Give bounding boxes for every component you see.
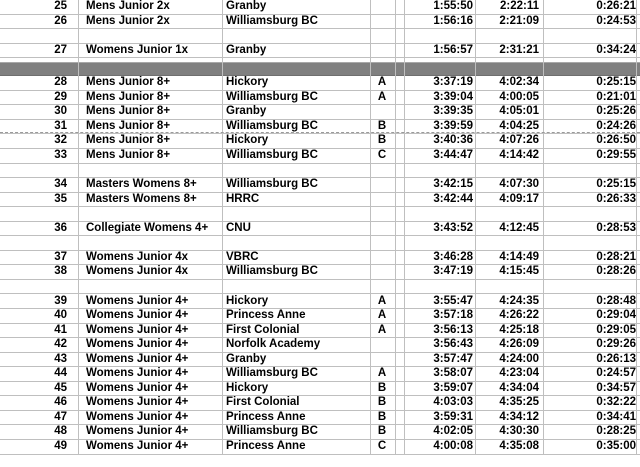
cell-start: 1:56:16 xyxy=(433,14,473,27)
cell-club: Hickory xyxy=(226,294,269,307)
cell-event: Womens Junior 4+ xyxy=(86,381,189,394)
cell-finish: 4:14:49 xyxy=(499,250,539,263)
cell-num: 42 xyxy=(54,338,67,351)
cell-event: Womens Junior 4x xyxy=(86,250,189,263)
grid-column-line xyxy=(395,0,396,455)
cell-elapsed: 0:29:04 xyxy=(596,309,636,321)
cell-finish: 2:31:21 xyxy=(499,43,539,56)
cell-num: 29 xyxy=(54,90,67,103)
cell-start: 4:03:03 xyxy=(433,396,473,409)
cell-start: 3:40:36 xyxy=(433,134,473,147)
table-row xyxy=(0,178,640,193)
table-row xyxy=(0,15,640,30)
cell-crew: A xyxy=(377,76,387,89)
cell-finish: 4:00:05 xyxy=(499,90,539,103)
cell-finish: 4:15:45 xyxy=(499,265,539,278)
cell-finish: 4:23:04 xyxy=(499,367,539,380)
cell-num: 47 xyxy=(54,410,67,423)
cell-crew: B xyxy=(377,119,387,132)
cell-num: 37 xyxy=(54,250,67,263)
cell-crew xyxy=(372,265,392,278)
cell-event: Mens Junior 8+ xyxy=(86,149,171,161)
table-row xyxy=(0,222,640,237)
cell-elapsed: 0:25:26 xyxy=(596,105,636,118)
table-row xyxy=(0,411,640,426)
cell-num: 43 xyxy=(54,352,67,365)
blank-row xyxy=(0,236,640,251)
table-row xyxy=(0,309,640,324)
section-separator xyxy=(0,58,640,76)
cell-finish: 4:24:35 xyxy=(499,294,539,307)
cell-start: 3:59:31 xyxy=(433,410,473,423)
cell-num: 36 xyxy=(54,221,67,234)
cell-event: Womens Junior 4+ xyxy=(86,425,189,438)
cell-start: 3:56:43 xyxy=(433,338,473,351)
cell-elapsed: 0:34:57 xyxy=(596,381,636,394)
table-row xyxy=(0,193,640,208)
cell-num: 34 xyxy=(54,178,67,191)
cell-elapsed: 0:34:41 xyxy=(596,410,636,423)
cell-crew: B xyxy=(377,425,387,438)
cell-finish: 4:34:04 xyxy=(499,381,539,394)
cell-club: Hickory xyxy=(226,134,269,147)
cell-elapsed: 0:21:01 xyxy=(596,90,636,103)
cell-event: Womens Junior 4+ xyxy=(86,338,189,351)
table-row xyxy=(0,265,640,280)
cell-num: 30 xyxy=(54,105,67,118)
cell-event: Womens Junior 4+ xyxy=(86,352,189,365)
cell-finish: 4:07:30 xyxy=(499,178,539,191)
table-row xyxy=(0,134,640,149)
cell-crew: B xyxy=(377,396,387,409)
cell-event: Womens Junior 4+ xyxy=(86,410,189,423)
cell-crew: B xyxy=(377,410,387,423)
table-row xyxy=(0,338,640,353)
cell-num: 41 xyxy=(54,323,67,336)
blank-row xyxy=(0,164,640,179)
cell-finish: 4:26:22 xyxy=(499,309,539,321)
cell-crew xyxy=(372,338,392,351)
table-row xyxy=(0,396,640,411)
cell-crew: C xyxy=(377,149,387,161)
cell-crew: A xyxy=(377,90,387,103)
grid-column-line xyxy=(636,0,637,455)
cell-elapsed: 0:25:15 xyxy=(596,76,636,89)
cell-start: 3:42:44 xyxy=(433,192,473,205)
cell-start: 3:37:19 xyxy=(433,76,473,89)
cell-club: Granby xyxy=(226,105,267,118)
cell-start: 1:56:57 xyxy=(433,43,473,56)
table-row xyxy=(0,149,640,164)
table-row xyxy=(0,251,640,266)
grid-column-line xyxy=(543,0,544,455)
cell-elapsed: 0:24:26 xyxy=(596,119,636,132)
table-row xyxy=(0,367,640,382)
cell-club: Princess Anne xyxy=(226,309,306,321)
cell-club: Williamsburg BC xyxy=(226,90,318,103)
cell-elapsed: 0:28:53 xyxy=(596,221,636,234)
cell-num: 40 xyxy=(54,309,67,321)
cell-start: 3:59:07 xyxy=(433,381,473,394)
cell-num: 39 xyxy=(54,294,67,307)
cell-elapsed: 0:28:48 xyxy=(596,294,636,307)
cell-finish: 4:07:26 xyxy=(499,134,539,147)
cell-elapsed: 0:26:33 xyxy=(596,192,636,205)
cell-num: 32 xyxy=(54,134,67,147)
cell-start: 3:58:07 xyxy=(433,367,473,380)
cell-event: Womens Junior 4+ xyxy=(86,367,189,380)
cell-start: 1:55:50 xyxy=(433,0,473,12)
cell-club: Williamsburg BC xyxy=(226,149,318,161)
cell-elapsed: 0:24:53 xyxy=(596,14,636,27)
table-row xyxy=(0,295,640,310)
cell-crew xyxy=(372,353,392,366)
cell-num: 38 xyxy=(54,265,67,278)
table-row xyxy=(0,353,640,368)
cell-finish: 4:09:17 xyxy=(499,192,539,205)
cell-start: 3:46:28 xyxy=(433,250,473,263)
cell-event: Womens Junior 1x xyxy=(86,43,189,56)
cell-finish: 2:21:09 xyxy=(499,14,539,27)
cell-crew: C xyxy=(377,440,387,452)
cell-start: 3:44:47 xyxy=(433,149,473,161)
cell-event: Mens Junior 8+ xyxy=(86,105,171,118)
cell-finish: 4:26:09 xyxy=(499,338,539,351)
grid-column-line xyxy=(370,0,371,455)
cell-elapsed: 0:24:57 xyxy=(596,367,636,380)
cell-num: 31 xyxy=(54,119,67,132)
cell-crew: A xyxy=(377,323,387,336)
cell-num: 26 xyxy=(54,14,67,27)
table-row xyxy=(0,425,640,440)
cell-event: Mens Junior 2x xyxy=(86,14,170,27)
cell-event: Masters Womens 8+ xyxy=(86,192,197,205)
cell-club: Williamsburg BC xyxy=(226,265,318,278)
cell-club: HRRC xyxy=(226,192,260,205)
cell-num: 35 xyxy=(54,192,67,205)
separator-top-band xyxy=(0,58,640,63)
grid-column-line xyxy=(404,0,405,455)
cell-event: Masters Womens 8+ xyxy=(86,178,197,191)
cell-elapsed: 0:29:26 xyxy=(596,338,636,351)
cell-event: Mens Junior 8+ xyxy=(86,90,171,103)
cell-finish: 4:25:18 xyxy=(499,323,539,336)
cell-club: VBRC xyxy=(226,250,259,263)
cell-event: Womens Junior 4x xyxy=(86,265,189,278)
cell-club: Granby xyxy=(226,352,267,365)
cell-elapsed: 0:32:22 xyxy=(596,396,636,409)
cell-club: Hickory xyxy=(226,76,269,89)
page-break-line xyxy=(0,132,640,133)
cell-num: 46 xyxy=(54,396,67,409)
cell-elapsed: 0:29:55 xyxy=(596,149,636,161)
cell-event: Mens Junior 2x xyxy=(86,0,170,12)
cell-crew xyxy=(372,0,392,13)
cell-start: 3:42:15 xyxy=(433,178,473,191)
cell-start: 3:39:59 xyxy=(433,119,473,132)
cell-num: 49 xyxy=(54,440,67,452)
cell-crew xyxy=(372,222,392,235)
cell-crew xyxy=(372,44,392,57)
cell-crew: B xyxy=(377,134,387,147)
cell-club: Williamsburg BC xyxy=(226,119,318,132)
cell-start: 3:43:52 xyxy=(433,221,473,234)
cell-elapsed: 0:28:21 xyxy=(596,250,636,263)
cell-elapsed: 0:28:26 xyxy=(596,265,636,278)
grid-column-line xyxy=(78,0,79,455)
cell-num: 45 xyxy=(54,381,67,394)
cell-finish: 4:04:25 xyxy=(499,119,539,132)
table-row xyxy=(0,44,640,59)
cell-club: Williamsburg BC xyxy=(226,425,318,438)
cell-event: Womens Junior 4+ xyxy=(86,309,189,321)
cell-start: 3:57:47 xyxy=(433,352,473,365)
cell-club: Norfolk Academy xyxy=(226,338,321,351)
table-row xyxy=(0,76,640,91)
cell-start: 3:47:19 xyxy=(433,265,473,278)
cell-crew xyxy=(372,15,392,28)
cell-elapsed: 0:28:25 xyxy=(596,425,636,438)
cell-crew: A xyxy=(377,367,387,380)
cell-num: 44 xyxy=(54,367,67,380)
table-row xyxy=(0,91,640,106)
cell-club: First Colonial xyxy=(226,396,300,409)
table-row xyxy=(0,105,640,120)
cell-finish: 4:02:34 xyxy=(499,76,539,89)
cell-start: 3:39:35 xyxy=(433,105,473,118)
cell-club: Princess Anne xyxy=(226,410,306,423)
cell-crew: A xyxy=(377,294,387,307)
cell-finish: 4:05:01 xyxy=(499,105,539,118)
cell-start: 3:39:04 xyxy=(433,90,473,103)
blank-row xyxy=(0,207,640,222)
cell-crew xyxy=(372,251,392,264)
cell-finish: 4:30:30 xyxy=(499,425,539,438)
cell-event: Collegiate Womens 4+ xyxy=(86,221,209,234)
cell-start: 3:56:13 xyxy=(433,323,473,336)
blank-row xyxy=(0,29,640,44)
cell-finish: 4:12:45 xyxy=(499,221,539,234)
cell-finish: 4:24:00 xyxy=(499,352,539,365)
cell-crew xyxy=(372,105,392,118)
cell-event: Mens Junior 8+ xyxy=(86,76,171,89)
grid-column-line xyxy=(475,0,476,455)
cell-event: Womens Junior 4+ xyxy=(86,294,189,307)
cell-club: Granby xyxy=(226,43,267,56)
cell-club: Williamsburg BC xyxy=(226,367,318,380)
cell-elapsed: 0:29:05 xyxy=(596,323,636,336)
cell-event: Womens Junior 4+ xyxy=(86,396,189,409)
cell-num: 28 xyxy=(54,76,67,89)
cell-finish: 4:34:12 xyxy=(499,410,539,423)
cell-club: Williamsburg BC xyxy=(226,178,318,191)
cell-elapsed: 0:26:13 xyxy=(596,352,636,365)
cell-event: Mens Junior 8+ xyxy=(86,134,171,147)
cell-crew xyxy=(372,178,392,191)
cell-start: 3:55:47 xyxy=(433,294,473,307)
blank-row xyxy=(0,280,640,295)
cell-elapsed: 0:25:15 xyxy=(596,178,636,191)
cell-finish: 4:14:42 xyxy=(499,149,539,161)
cell-club: Princess Anne xyxy=(226,440,306,452)
cell-start: 4:02:05 xyxy=(433,425,473,438)
grid-column-line xyxy=(222,0,223,455)
cell-club: Granby xyxy=(226,0,267,12)
cell-elapsed: 0:26:50 xyxy=(596,134,636,147)
cell-event: Mens Junior 8+ xyxy=(86,119,171,132)
cell-crew xyxy=(372,193,392,206)
cell-start: 3:57:18 xyxy=(433,309,473,321)
cell-elapsed: 0:35:00 xyxy=(596,440,636,452)
cell-finish: 2:22:11 xyxy=(499,0,539,12)
cell-elapsed: 0:26:21 xyxy=(596,0,636,12)
table-row xyxy=(0,382,640,397)
cell-num: 25 xyxy=(54,0,67,12)
cell-num: 33 xyxy=(54,149,67,161)
cell-num: 48 xyxy=(54,425,67,438)
cell-event: Womens Junior 4+ xyxy=(86,440,189,452)
table-row xyxy=(0,324,640,339)
cell-club: CNU xyxy=(226,221,251,234)
table-row xyxy=(0,0,640,15)
cell-club: Hickory xyxy=(226,381,269,394)
cell-elapsed: 0:34:24 xyxy=(596,43,636,56)
cell-num: 27 xyxy=(54,43,67,56)
cell-start: 4:00:08 xyxy=(433,440,473,452)
cell-finish: 4:35:25 xyxy=(499,396,539,409)
cell-finish: 4:35:08 xyxy=(499,440,539,452)
cell-club: First Colonial xyxy=(226,323,300,336)
cell-club: Williamsburg BC xyxy=(226,14,318,27)
cell-event: Womens Junior 4+ xyxy=(86,323,189,336)
cell-crew: A xyxy=(377,309,387,321)
cell-crew: B xyxy=(377,381,387,394)
table-row xyxy=(0,440,640,455)
